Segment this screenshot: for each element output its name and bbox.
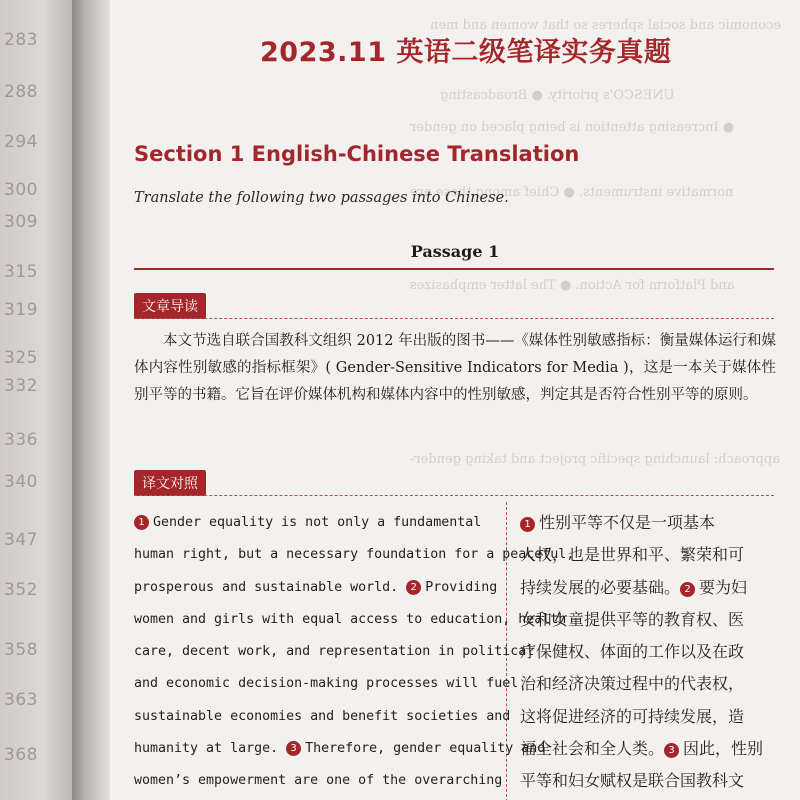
adjacent-page-line-number: 325 xyxy=(4,348,38,368)
show-through-text: approach: launching specific project and taking gender- xyxy=(410,452,780,467)
chinese-translation-text: 持续发展的必要基础。 xyxy=(520,577,681,597)
chinese-translation-line xyxy=(520,668,752,700)
adjacent-page-line-number: 363 xyxy=(4,690,38,710)
adjacent-page-edge xyxy=(0,0,72,800)
english-source-line xyxy=(134,604,567,636)
adjacent-page-line-number: 358 xyxy=(4,640,38,660)
chinese-translation-text: 这将促进经济的可持续发展，造 xyxy=(520,706,745,726)
sentence-number-badge: 1 xyxy=(520,517,535,532)
english-source-text: women and girls with equal access to education, health xyxy=(134,611,567,627)
english-source-line xyxy=(134,701,511,733)
english-source-text: Gender equality is not only a fundamental xyxy=(153,515,482,530)
chinese-translation-line xyxy=(520,572,752,604)
adjacent-page-line-number: 340 xyxy=(4,472,38,492)
english-source-line xyxy=(134,507,496,539)
english-source-line xyxy=(134,668,519,700)
translation-tag: 译文对照 xyxy=(134,470,206,496)
chinese-translation-text: 人权，也是世界和平、繁荣和可 xyxy=(520,545,745,565)
show-through-text: and Platform for Action. ● The latter emphasizes xyxy=(410,278,735,293)
adjacent-page-line-number: 319 xyxy=(4,300,38,320)
english-source-column xyxy=(134,507,575,798)
adjacent-page-line-number: 294 xyxy=(4,132,38,152)
english-source-text: care, decent work, and representation in political xyxy=(134,644,535,660)
chinese-translation-text: 治和经济决策过程中的代表权， xyxy=(520,674,745,694)
adjacent-page-line-number: 332 xyxy=(4,376,38,396)
adjacent-page-line-number: 347 xyxy=(4,530,38,550)
chinese-translation-text: 要为妇 xyxy=(699,577,748,597)
adjacent-page-line-number: 352 xyxy=(4,580,38,600)
english-source-text: Providing xyxy=(425,579,498,595)
show-through-text: normative instruments. ● Chief among these are xyxy=(410,185,734,200)
chinese-translation-text: 女和女童提供平等的教育权、医 xyxy=(520,609,745,629)
chinese-translation-line xyxy=(520,604,752,636)
chinese-translation-text: 福全社会和全人类。 xyxy=(520,739,665,759)
chinese-translation-line xyxy=(520,636,752,668)
chinese-translation-text: 性别平等不仅是一项基本 xyxy=(539,513,716,532)
book-gutter xyxy=(72,0,110,800)
passage-divider xyxy=(134,268,774,270)
english-source-text: Therefore, gender equality and xyxy=(305,741,546,757)
adjacent-page-line-number: 315 xyxy=(4,262,38,282)
show-through-text: economic and social spheres so that women and men xyxy=(430,18,782,33)
translation-tag-underline xyxy=(134,495,774,496)
english-source-text: sustainable economies and benefit societies and xyxy=(134,708,511,724)
page-title: 2023.11 英语二级笔译实务真题 xyxy=(260,37,672,68)
adjacent-page-line-number: 336 xyxy=(4,430,38,450)
chinese-translation-text: 疗保健权、体面的工作以及在政 xyxy=(520,642,745,662)
show-through-text: UNESCO's priority. ● Broadcasting xyxy=(440,88,675,103)
chinese-translation-line xyxy=(520,765,752,797)
adjacent-page-line-number: 309 xyxy=(4,212,38,232)
english-source-text: human right, but a necessary foundation for a peaceful, xyxy=(134,547,575,563)
instruction-text: Translate the following two passages into Chinese. xyxy=(134,190,509,206)
english-source-text: women’s empowerment are one of the overarching xyxy=(134,773,503,789)
chinese-translation-text: 因此，性别 xyxy=(683,739,764,759)
sentence-number-badge: 3 xyxy=(664,743,679,758)
english-source-text: prosperous and sustainable world. xyxy=(134,579,407,595)
book-page xyxy=(110,0,800,800)
sentence-number-badge: 3 xyxy=(286,741,301,756)
english-source-line xyxy=(134,636,535,668)
section-title: Section 1 English-Chinese Translation xyxy=(134,142,580,166)
chinese-translation-line xyxy=(520,507,752,539)
intro-paragraph: 本文节选自联合国教科文组织 2012 年出版的图书——《媒体性别敏感指标：衡量媒体运行和媒体内容性别敏感的指标框架》( Gender-Sensitive Indicators for Media )，这是一本关于媒体性别平等的书籍。它旨在评价媒体机构和媒体内容中的性别敏感，判定其是否符合性别平等的原则。 xyxy=(134,333,776,403)
chinese-translation-line xyxy=(520,733,764,765)
intro-tag-underline xyxy=(134,318,774,319)
sentence-number-badge: 1 xyxy=(134,515,149,530)
english-source-line xyxy=(134,733,546,765)
english-source-line xyxy=(134,539,575,571)
adjacent-page-line-number: 288 xyxy=(4,82,38,102)
english-source-line xyxy=(134,572,496,604)
adjacent-page-line-number: 283 xyxy=(4,30,38,50)
english-source-line xyxy=(134,765,503,797)
sentence-number-badge: 2 xyxy=(680,582,695,597)
english-source-text: and economic decision-making processes will fuel xyxy=(134,676,519,692)
adjacent-page-line-number: 300 xyxy=(4,180,38,200)
show-through-text: ● Increasing attention is being placed on gender xyxy=(410,120,735,135)
chinese-translation-text: 平等和妇女赋权是联合国教科文 xyxy=(520,771,745,791)
chinese-translation-line xyxy=(520,701,752,733)
english-source-text: humanity at large. xyxy=(134,741,287,757)
chinese-translation-line xyxy=(520,539,752,571)
intro-tag: 文章导读 xyxy=(134,293,206,319)
passage-title: Passage 1 xyxy=(410,242,500,261)
adjacent-page-line-number: 368 xyxy=(4,745,38,765)
chinese-translation-column xyxy=(520,507,764,798)
sentence-number-badge: 2 xyxy=(406,580,421,595)
